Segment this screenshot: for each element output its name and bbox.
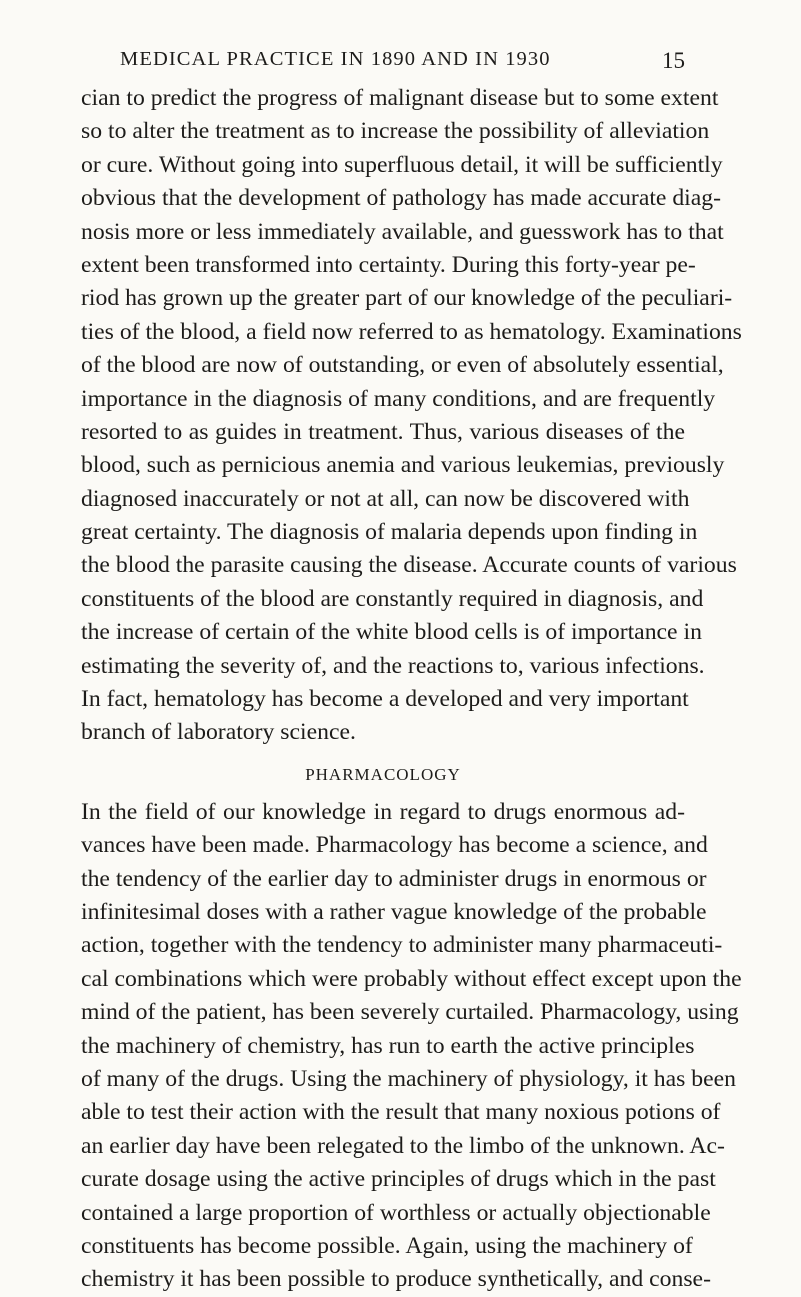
text-line: of the blood are now of outstanding, or even of absolutely essential, [81,352,724,379]
text-line: the increase of certain of the white blood cells is of importance in [81,619,702,646]
text-line: great certainty. The diagnosis of malaria depends upon finding in [81,519,698,546]
text-line: or cure. Without going into superfluous detail, it will be sufficiently [81,151,723,178]
text-line: obvious that the development of pathology has made accurate diag- [81,185,722,212]
text-line: estimating the severity of, and the reactions to, various infections. [81,652,705,679]
text-line: nosis more or less immediately available, and guesswork has to that [81,218,724,245]
text-line: constituents has become possible. Again, using the machinery of [81,1232,693,1259]
section-heading-wrap [81,750,685,796]
running-head [120,42,685,82]
text-line: vances have been made. Pharmacology has become a science, and [81,832,708,859]
text-line: extent been transformed into certainty. During this forty-year pe- [81,251,696,278]
paragraph-last-line: branch of laboratory science. [81,719,356,746]
text-line: infinitesimal doses with a rather vague knowledge of the probable [81,898,707,925]
section-heading: PHARMACOLOGY [305,764,461,784]
text-line: of many of the drugs. Using the machinery of physiology, it has been [81,1065,737,1092]
text-line: an earlier day have been relegated to the limbo of the unknown. Ac- [81,1132,725,1159]
text-line: blood, such as pernicious anemia and various leukemias, previously [81,452,725,479]
text-line: mind of the patient, has been severely curtailed. Pharmacology, using [81,999,739,1026]
text-line: In fact, hematology has become a developed and very important [81,686,689,713]
text-line: the blood the parasite causing the disease. Accurate counts of various [81,552,737,579]
text-line: cal combinations which were probably without effect except upon the [81,965,742,992]
text-line: curate dosage using the active principles of drugs which in the past [81,1166,716,1193]
text-line: action, together with the tendency to administer many pharmaceuti- [81,932,723,959]
text-line: diagnosed inaccurately or not at all, can now be discovered with [81,485,690,512]
text-line: the tendency of the earlier day to administer drugs in enormous or [81,865,707,892]
text-line: cian to predict the progress of malignant disease but to some extent [81,85,719,111]
page-number: 15 [662,48,685,73]
text-line: resorted to as guides in treatment. Thus, various diseases of the [81,418,685,445]
text-line: riod has grown up the greater part of our knowledge of the peculiari- [81,285,733,312]
page-text [81,82,742,1297]
text-line: In the field of our knowledge in regard to drugs enormous ad- [81,798,685,825]
text-line: the machinery of chemistry, has run to earth the active principles [81,1032,695,1059]
text-line: able to test their action with the result that many noxious potions of [81,1099,721,1126]
text-line: contained a large proportion of worthless or actually objectionable [81,1199,711,1226]
text-line: so to alter the treatment as to increase the possibility of alleviation [81,118,710,145]
text-line: constituents of the blood are constantly required in diagnosis, and [81,585,704,612]
text-line: importance in the diagnosis of many conditions, and are frequently [81,385,716,412]
running-title: MEDICAL PRACTICE IN 1890 AND IN 1930 [120,48,551,70]
text-line: ties of the blood, a field now referred to as hematology. Examinations [81,318,742,345]
text-line: chemistry it has been possible to produce synthetically, and conse- [81,1266,711,1293]
